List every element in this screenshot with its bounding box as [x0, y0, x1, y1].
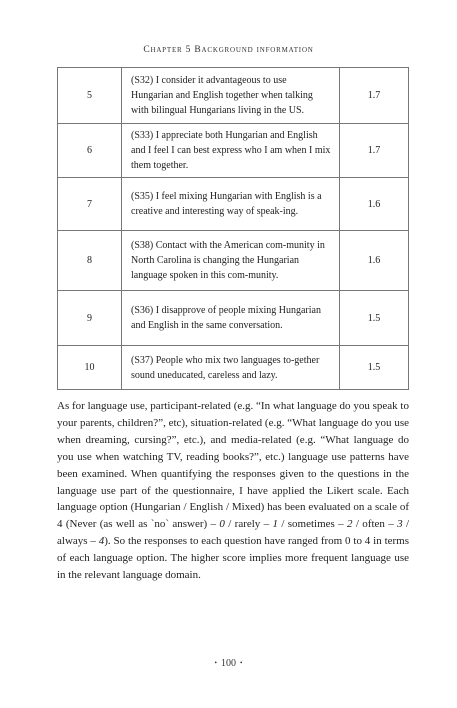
row-number: 6: [58, 124, 122, 178]
score-cell: 1.6: [340, 178, 409, 231]
likert-items-table: [57, 67, 409, 390]
folio-dot-left: •: [214, 659, 217, 667]
statement-cell: (S35) I feel mixing Hungarian with English is a creative and interesting way of speak-ing.: [122, 178, 340, 231]
table-row: [58, 68, 409, 124]
statement-cell: (S32) I consider it advantageous to use Hungarian and English together when talking with bilingual Hungarians living in the US.: [122, 68, 340, 124]
score-cell: 1.7: [340, 68, 409, 124]
table-row: [58, 231, 409, 291]
statement-cell: (S36) I disapprove of people mixing Hungarian and English in the same conversation.: [122, 291, 340, 346]
score-cell: 1.5: [340, 346, 409, 390]
statement-cell: (S33) I appreciate both Hungarian and English and I feel I can best express who I am when I mix them together.: [122, 124, 340, 178]
row-number: 10: [58, 346, 122, 390]
table-row: [58, 124, 409, 178]
likert-value-rarely: 1: [272, 518, 279, 531]
likert-value-never: 0: [219, 518, 225, 531]
paragraph-text: As for language use, participant-related (e.g. “In what language do you speak to your parents, children?”, etc), situation-related (e.g. “What language do you use when dreaming, cursing?”, etc.), and media-related (e.g. “What language do you use when watching TV, reading books?”, etc.) language use patterns have been examined. When quantifying the responses given to the questions in the language use part of the questionnaire, I have applied the Likert scale. Each language option (Hungarian / English / Mixed) has been evaluated on a scale of 4 (Never (as well as `no` answer) –: [57, 400, 409, 531]
likert-value-always: 4: [98, 535, 105, 548]
row-number: 8: [58, 231, 122, 291]
statement-cell: (S38) Contact with the American com-munity in North Carolina is changing the Hungarian language spoken in this com-munity.: [122, 231, 340, 291]
score-cell: 1.5: [340, 291, 409, 346]
page-number-footer: [0, 658, 457, 669]
table-row: [58, 346, 409, 390]
row-number: 7: [58, 178, 122, 231]
score-cell: 1.7: [340, 124, 409, 178]
statement-cell: (S37) People who mix two languages to-gether sound uneducated, careless and lazy.: [122, 346, 340, 390]
table-row: [58, 178, 409, 231]
likert-value-sometimes: 2: [347, 518, 353, 531]
score-cell: 1.6: [340, 231, 409, 291]
row-number: 5: [58, 68, 122, 124]
paragraph-text: ). So the responses to each question have ranged from 0 to 4 in terms of each language option. The higher score implies more frequent language use in the relevant language domain.: [57, 535, 410, 582]
likert-value-often: 3: [397, 518, 403, 531]
folio-dot-right: •: [240, 659, 243, 667]
running-head: Chapter 5 Background information: [143, 45, 314, 55]
table-row: [58, 291, 409, 346]
page-number: 100: [221, 658, 236, 669]
body-paragraph: [57, 398, 409, 584]
row-number: 9: [58, 291, 122, 346]
paragraph-text: / sometimes –: [278, 518, 348, 531]
paragraph-text: / often –: [352, 518, 398, 531]
paragraph-text: / rarely –: [224, 518, 273, 531]
paragraph-text: / always –: [57, 518, 409, 548]
